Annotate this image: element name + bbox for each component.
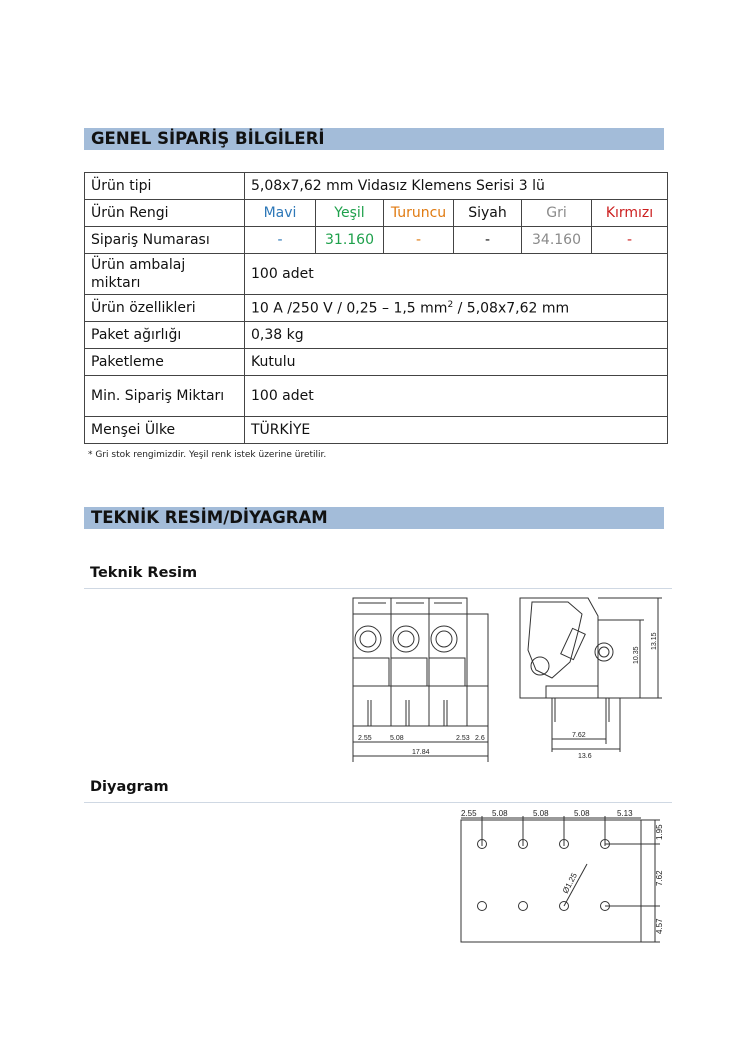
order-number: - xyxy=(384,227,454,254)
section-title: TEKNİK RESİM/DİYAGRAM xyxy=(91,508,328,527)
row-label: Ürün ambalaj miktarı xyxy=(85,254,245,295)
dim-label: 5.08 xyxy=(390,735,404,742)
row-value: 100 adet xyxy=(245,254,668,295)
divider xyxy=(84,802,672,803)
table-row xyxy=(85,173,668,200)
variant-name: Mavi xyxy=(245,200,316,227)
table-row xyxy=(85,295,668,322)
subheading-diagram: Diyagram xyxy=(90,779,169,795)
section-header-order-info xyxy=(84,128,664,150)
variant-name: Siyah xyxy=(454,200,522,227)
side-view-drawing xyxy=(512,592,672,760)
row-label: Sipariş Numarası xyxy=(85,227,245,254)
order-number: - xyxy=(245,227,316,254)
dim-label: 7.62 xyxy=(572,732,586,739)
dim-label: 7.62 xyxy=(655,870,664,886)
order-number: - xyxy=(454,227,522,254)
table-row xyxy=(85,349,668,376)
table-row xyxy=(85,376,668,417)
dim-label: 13.6 xyxy=(578,753,592,760)
dim-label: 10.35 xyxy=(633,646,640,664)
feature-superscript: 2 xyxy=(447,299,454,310)
order-number: 34.160 xyxy=(522,227,592,254)
order-number: 31.160 xyxy=(316,227,384,254)
subheading-technical-drawing: Teknik Resim xyxy=(90,565,198,581)
dim-label: 13.15 xyxy=(651,632,658,650)
table-row xyxy=(85,200,668,227)
dim-label: 4.57 xyxy=(655,918,664,934)
dim-label: Ø1.25 xyxy=(560,871,579,895)
row-label: Min. Sipariş Miktarı xyxy=(85,376,245,417)
dim-label: 5.08 xyxy=(492,809,508,818)
dim-label: 5.13 xyxy=(617,809,633,818)
row-value: TÜRKİYE xyxy=(245,417,668,444)
table-row xyxy=(85,227,668,254)
feature-text: 10 A /250 V / 0,25 – 1,5 mm xyxy=(251,300,448,317)
table-row xyxy=(85,322,668,349)
footnote: * Gri stok rengimizdir. Yeşil renk istek üzerine üretilir. xyxy=(88,450,327,460)
dim-label: 5.08 xyxy=(574,809,590,818)
row-label: Ürün tipi xyxy=(85,173,245,200)
feature-text-suffix: / 5,08x7,62 mm xyxy=(453,300,570,317)
dim-label: 2.53 xyxy=(456,735,470,742)
dim-label: 2.55 xyxy=(461,809,477,818)
row-label: Paket ağırlığı xyxy=(85,322,245,349)
dim-label: 5.08 xyxy=(533,809,549,818)
dim-label: 17.84 xyxy=(412,749,430,756)
row-label: Ürün özellikleri xyxy=(85,295,245,322)
row-label: Menşei Ülke xyxy=(85,417,245,444)
dim-label: 2.55 xyxy=(358,735,372,742)
variant-name: Yeşil xyxy=(316,200,384,227)
table-row xyxy=(85,417,668,444)
row-value: 0,38 kg xyxy=(245,322,668,349)
dim-label: 1.95 xyxy=(655,824,664,840)
row-label: Paketleme xyxy=(85,349,245,376)
table-row xyxy=(85,254,668,295)
variant-name: Turuncu xyxy=(384,200,454,227)
front-view-drawing xyxy=(350,594,495,764)
pcb-diagram xyxy=(455,806,670,948)
variant-name: Gri xyxy=(522,200,592,227)
row-value: Kutulu xyxy=(245,349,668,376)
variant-name: Kırmızı xyxy=(592,200,668,227)
row-value xyxy=(245,295,668,322)
section-title: GENEL SİPARİŞ BİLGİLERİ xyxy=(91,129,325,148)
section-header-technical xyxy=(84,507,664,529)
row-value: 5,08x7,62 mm Vidasız Klemens Serisi 3 lü xyxy=(245,173,668,200)
order-number: - xyxy=(592,227,668,254)
order-info-table xyxy=(84,172,668,444)
row-label: Ürün Rengi xyxy=(85,200,245,227)
divider xyxy=(84,588,672,589)
row-value: 100 adet xyxy=(245,376,668,417)
dim-label: 2.6 xyxy=(475,735,485,742)
